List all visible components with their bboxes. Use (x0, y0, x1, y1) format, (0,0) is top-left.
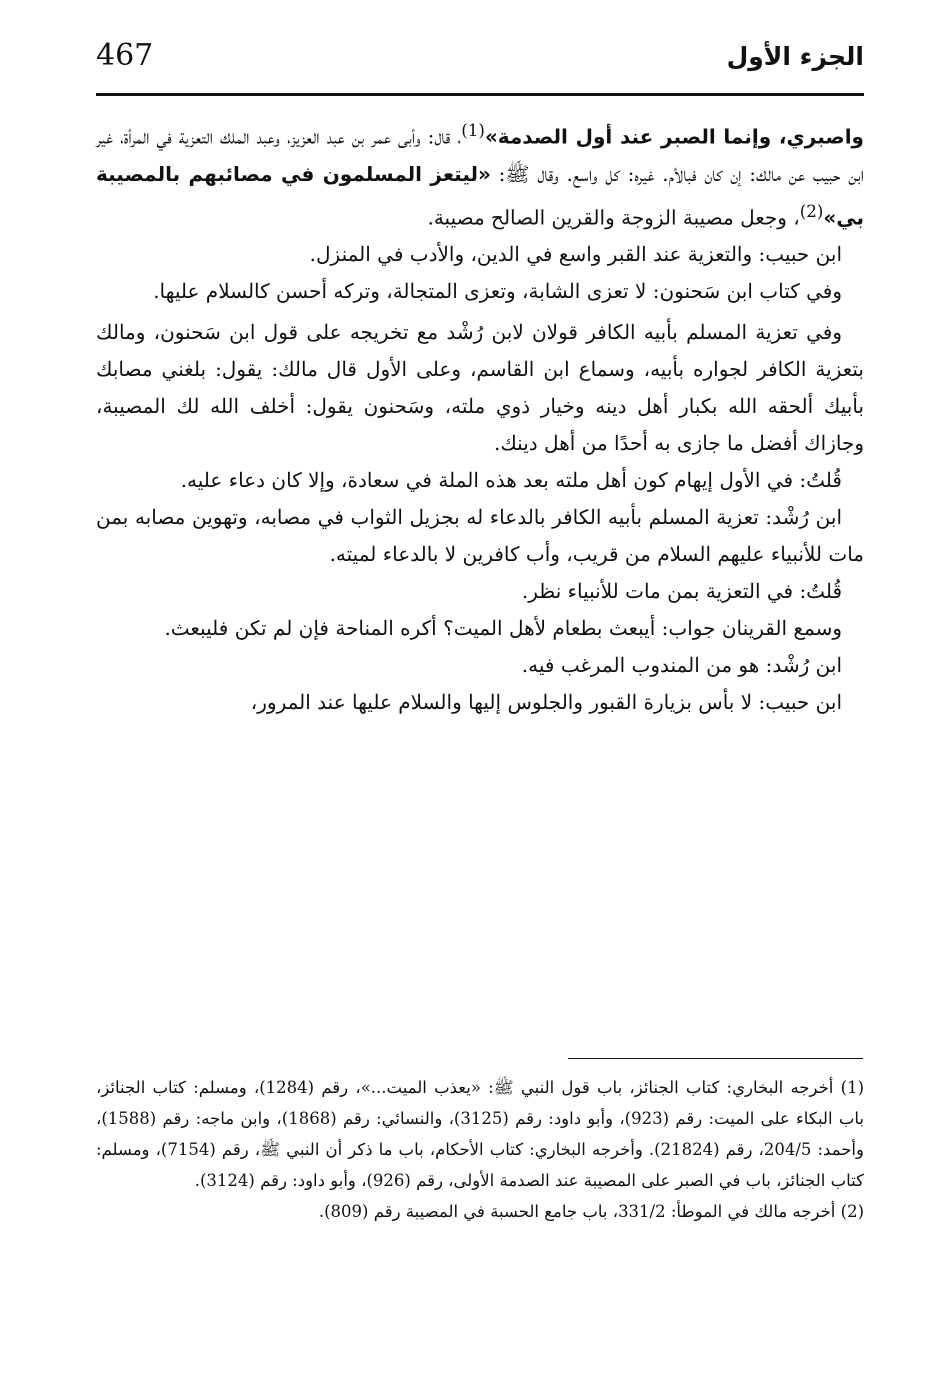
paragraph: وسمع القرينان جواب: أيبعث بطعام لأهل الميت؟ أكره المناحة فإن لم تكن فليبعث. (164, 616, 842, 641)
running-title: الجزء الأول (726, 42, 864, 71)
paragraph-text: ، قال: وأبى عمر بن عبد العزيز، وعبد الملك التعزية في المرأة، غير ابن حبيب عن مالك: إن كان فبالأم. غيره: كل واسع. وقال ﷺ: (96, 124, 864, 186)
paragraph (96, 112, 864, 236)
header-divider (96, 93, 864, 96)
main-text (96, 112, 864, 721)
paragraph: وفي كتاب ابن سَحنون: لا تعزى الشابة، وتعزى المتجالة، وتركه أحسن كالسلام عليها. (153, 279, 842, 304)
hadith-quote: واصبري، وإنما الصبر عند أول الصدمة» (484, 124, 864, 149)
footnote-ref: (2) (799, 201, 824, 221)
page-number: 467 (96, 38, 154, 73)
paragraph: وفي تعزية المسلم بأبيه الكافر قولان لابن رُشْد مع تخريجه على قول ابن سَحنون، ومالك بتعزية الكافر لجواره بأبيه، وسماع ابن القاسم، وعلى الأول قال مالك: يقول: بلغني مصابك بأبيك ألحقه الله بكبار أهل دينه وخيار ذوي ملته، وسَحنون يقول: أخلف الله لك المصيبة، وجازاك أفضل ما جازى به أحدًا من أهل دينك. (96, 320, 864, 456)
footnote: (2) أخرجه مالك في الموطأ: 331/2، باب جامع الحسبة في المصيبة رقم (809). (318, 1202, 864, 1221)
footnote-divider (568, 1058, 863, 1059)
page-header (96, 36, 864, 80)
paragraph: ابن رُشْد: تعزية المسلم بأبيه الكافر بالدعاء له بجزيل الثواب في مصابه، وتهوين مصابه بمن مات للأنبياء عليهم السلام من قريب، وأب كافرين لا بالدعاء لميته. (96, 505, 864, 567)
paragraph: ابن رُشْد: هو من المندوب المرغب فيه. (521, 653, 842, 678)
hadith-quote: «ليتعز المسلمون في مصائبهم بالمصيبة بي» (96, 161, 864, 230)
paragraph: ابن حبيب: لا بأس بزيارة القبور والجلوس إليها والسلام عليها عند المرور، (250, 690, 842, 715)
footnotes (96, 1072, 864, 1227)
paragraph: قُلتُ: في الأول إيهام كون أهل ملته بعد هذه الملة في سعادة، وإلا كان دعاء عليه. (180, 468, 842, 493)
footnote-ref: (1) (461, 121, 485, 140)
footnote: (1) أخرجه البخاري: كتاب الجنائز، باب قول النبي ﷺ: «يعذب الميت...»، رقم (1284)، ومسلم: كتاب الجنائز، باب البكاء على الميت: رقم (923)، وأبو داود: رقم (3125)، والنسائي: رقم (1868)، وابن ماجه: رقم (1588)، وأحمد: 204/5، رقم (21824). وأخرجه البخاري: كتاب الأحكام، باب ما ذكر أن النبي ﷺ، رقم (7154)، ومسلم: كتاب الجنائز، باب في الصبر على المصيبة عند الصدمة الأولى، رقم (926)، وأبو داود: رقم (3124). (96, 1078, 864, 1190)
paragraph: قُلتُ: في التعزية بمن مات للأنبياء نظر. (521, 579, 842, 604)
paragraph: ابن حبيب: والتعزية عند القبر واسع في الدين، والأدب في المنزل. (309, 242, 842, 267)
paragraph-text: ، وجعل مصيبة الزوجة والقرين الصالح مصيبة. (427, 205, 800, 230)
